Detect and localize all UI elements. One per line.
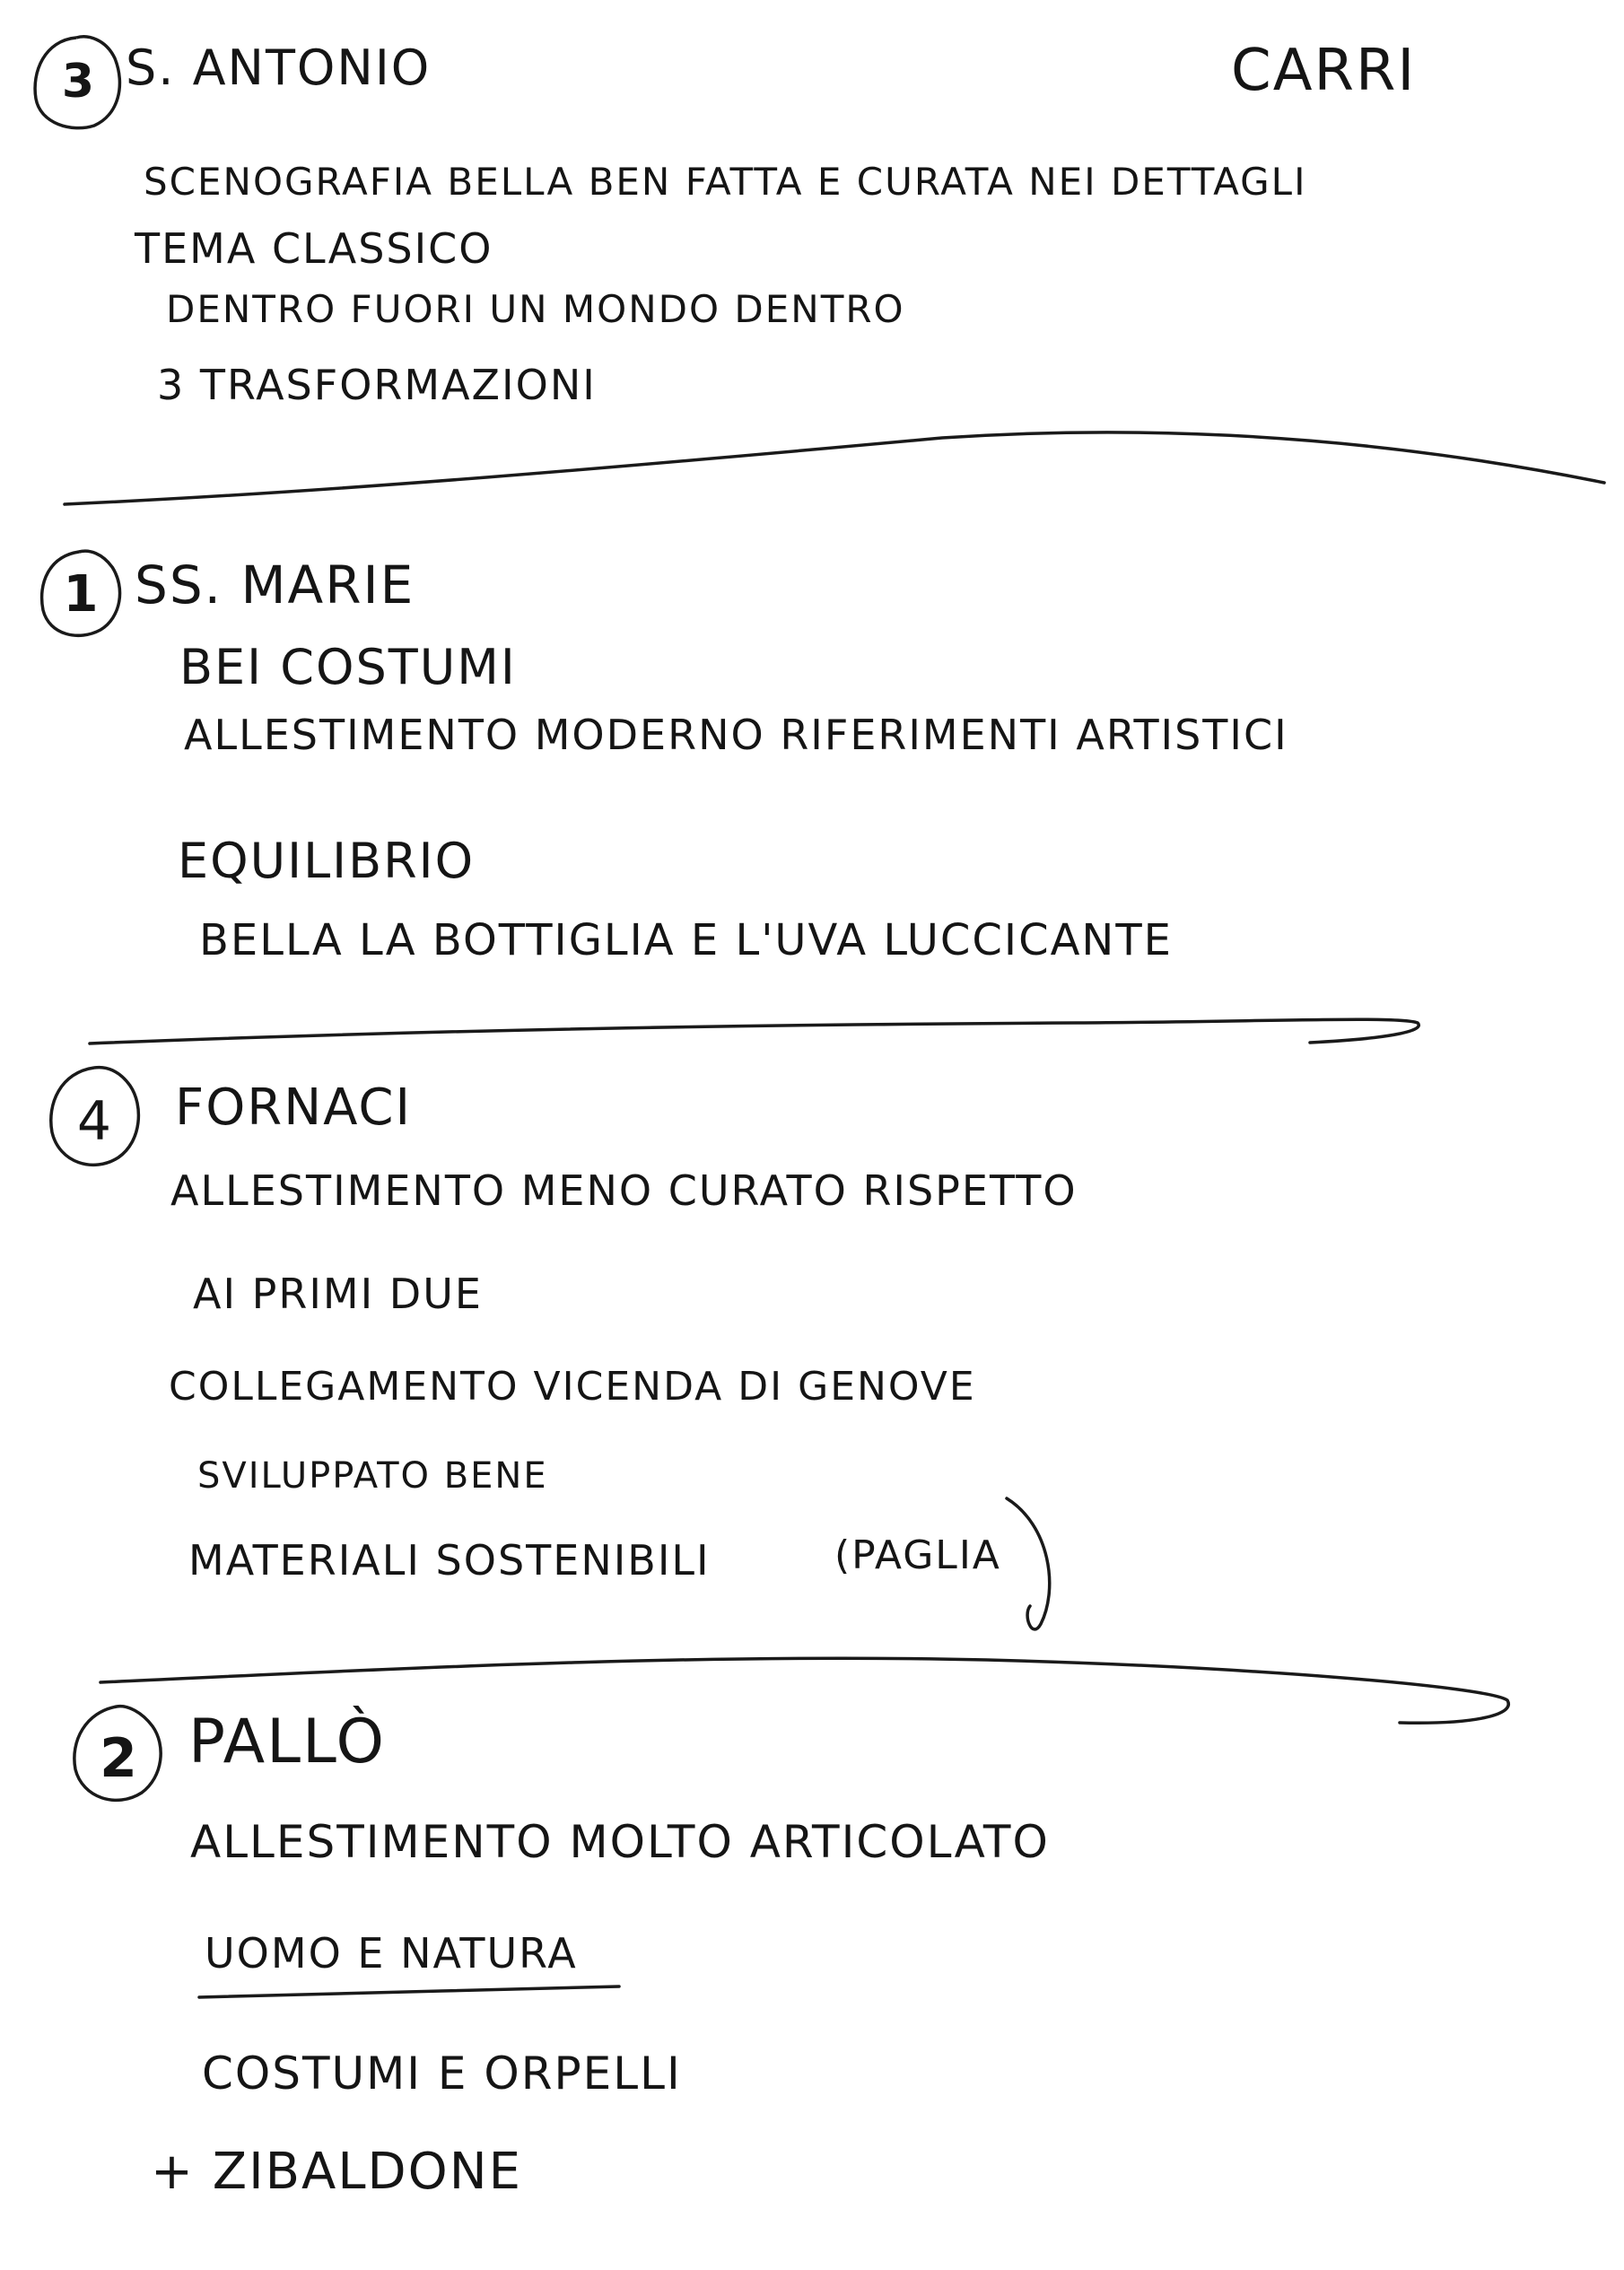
closing-parenthesis [1007,1498,1050,1629]
note-line: MATERIALI SOSTENIBILI [188,1536,711,1585]
note-line: 3 TRASFORMAZIONI [157,361,597,409]
note-line: EQUILIBRIO [178,833,476,889]
section-divider [65,432,1604,504]
note-line: TEMA CLASSICO [135,224,493,273]
rank-number: 3 [61,55,95,109]
note-line: SVILUPPATO BENE [197,1455,548,1497]
note-line: COLLEGAMENTO VICENDA DI GENOVE [169,1364,976,1410]
note-line: UOMO E NATURA [205,1929,578,1978]
note-line: ALLESTIMENTO MENO CURATO RISPETTO [170,1166,1078,1215]
note-line: + ZIBALDONE [151,2143,522,2201]
section-heading: SS. MARIE [135,554,415,616]
section-divider [90,1019,1419,1043]
note-line: DENTRO FUORI UN MONDO DENTRO [166,287,905,331]
section-heading: PALLÒ [188,1707,387,1777]
note-line: SCENOGRAFIA BELLA BEN FATTA E CURATA NEI DETTAGLI [144,160,1307,204]
note-line: (PAGLIA [834,1532,1001,1578]
rank-number: 1 [63,564,99,624]
underline [199,1986,619,1997]
note-line: BELLA LA BOTTIGLIA E L'UVA LUCCICANTE [199,915,1173,965]
note-line: COSTUMI E ORPELLI [202,2047,682,2100]
section-heading: FORNACI [175,1078,413,1137]
rank-number: 4 [76,1090,112,1153]
note-line: ALLESTIMENTO MODERNO RIFERIMENTI ARTISTICI [184,711,1288,759]
section-heading: S. ANTONIO [126,39,432,96]
page-title: CARRI [1231,38,1417,104]
note-line: BEI COSTUMI [179,639,517,695]
note-line: ALLESTIMENTO MOLTO ARTICOLATO [190,1816,1050,1868]
rank-number: 2 [100,1727,137,1790]
note-line: AI PRIMI DUE [193,1270,483,1318]
